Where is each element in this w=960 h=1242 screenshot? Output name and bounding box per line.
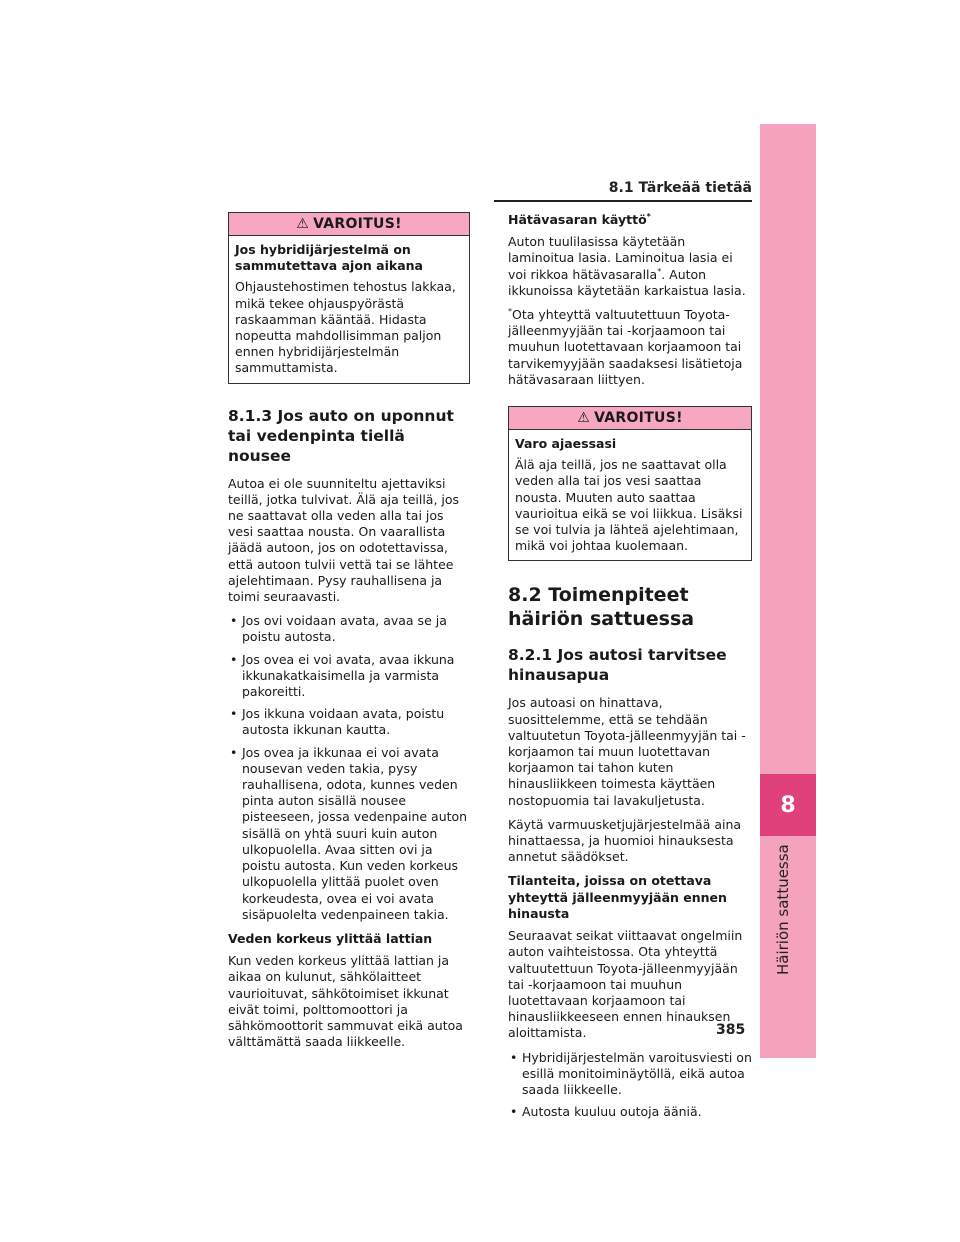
- towing-paragraph: Jos autoasi on hinattava, suosittelemme, että se tehdään valtuutetun Toyota-jälleenmyyjän tai -korjaamon tai muun luotettavan korjaamon tai tahon kuten hinausliikkeen toimesta käyttäen nostopuomia tai lavakuljetusta.: [508, 695, 746, 808]
- chapter-side-tab: [760, 124, 816, 1058]
- hammer-title: Hätävasaran käyttö*: [508, 211, 651, 227]
- subheading: Tilanteita, joissa on otettava yhteyttä jälleenmyyjään ennen hinausta: [508, 873, 727, 921]
- escape-steps-list: [228, 613, 470, 923]
- warning-triangle-icon: ⚠: [296, 215, 310, 232]
- warning-title: Jos hybridijärjestelmä on sammutettava ajon aikana: [235, 242, 423, 274]
- chapter-title: 8.2 Toimenpiteet häiriön sattuessa: [508, 584, 695, 631]
- list-item: • Hybridijärjestelmän varoitusviesti on esillä monitoiminäytöllä, eikä autoa saada liikkeelle.: [508, 1050, 752, 1099]
- intro-paragraph: Autoa ei ole suunniteltu ajettaviksi teillä, jotka tulvivat. Älä aja teillä, jos ne saattavat olla veden alla tai jos vesi saattaa nousta. On vaarallista jäädä autoon, jos on odotettavissa, että autoon tulvii vettä tai se lähtee ajelehtimaan. Pysy rauhallisena ja toimi seuraavasti.: [228, 475, 460, 605]
- left-column: [228, 212, 470, 1058]
- right-column: [508, 212, 752, 1128]
- list-item: • Jos ovea ei voi avata, avaa ikkuna ikkunakatkaisimella ja varmista pakoreitti.: [228, 652, 470, 701]
- warning-body: [509, 430, 751, 560]
- subheading: Veden korkeus ylittää lattian: [228, 930, 433, 946]
- warning-text: Ohjaustehostimen tehostus lakkaa, mikä tekee ohjauspyörästä raskaamman kääntää. Hidasta nopeutta mahdollisimman paljon ennen hybridijärjestelmän sammuttamista.: [235, 279, 456, 376]
- warning-text: Älä aja teillä, jos ne saattavat olla veden alla tai jos vesi saattaa nousta. Muuten auto saattaa vaurioitua eikä se voi liikkua. Lisäksi se voi tulvia ja lähteä ajelehtimaan, mikä voi johtaa kuolemaan.: [515, 457, 743, 554]
- footnote: *Ota yhteyttä valtuutettuun Toyota-jälleenmyyjään tai -korjaamoon tai muuhun luotettavaan korjaamoon tai tarvikemyyjään saadaksesi lisätietoja hätävasaraan liittyen.: [508, 306, 743, 387]
- warning-label: VAROITUS!: [594, 409, 683, 426]
- warning-box: [228, 212, 470, 384]
- warning-header: [229, 213, 469, 236]
- list-item: • Jos ovea ja ikkunaa ei voi avata nousevan veden takia, pysy rauhallisena, odota, kunnes veden pinta auton sisällä nousee pisteeseen, jossa vedenpaine auton sisällä on yhtä suuri kuin auton ulkopuolella. Avaa sitten ovi ja poistu autosta. Kun veden korkeus ulkopuolella ylittää puolet oven korkeudesta, ovea ei voi avata sisäpuolelta vedenpaineen takia.: [228, 745, 470, 923]
- running-head: 8.1 Tärkeää tietää: [608, 180, 752, 196]
- list-item: • Autosta kuuluu outoja ääniä.: [508, 1104, 752, 1120]
- warning-triangle-icon: ⚠: [577, 409, 591, 426]
- section-title: 8.2.1 Jos autosi tarvitsee hinausapua: [508, 646, 727, 685]
- symptoms-list: [508, 1050, 752, 1121]
- chapter-number: 8: [760, 774, 816, 836]
- chapter-label: Häiriön sattuessa: [774, 844, 792, 975]
- warning-header: [509, 407, 751, 430]
- warning-title: Varo ajaessasi: [515, 436, 617, 452]
- list-item: • Jos ovi voidaan avata, avaa se ja poistu autosta.: [228, 613, 470, 645]
- warning-body: [229, 236, 469, 383]
- warning-box: [508, 406, 752, 561]
- floor-paragraph: Kun veden korkeus ylittää lattian ja aikaa on kulunut, sähkölaitteet vaurioituvat, sähkötoimiset ikkunat eivät toimi, polttomoottori ja sähkömoottorit sammuvat eikä autoa välttämättä saada liikkeelle.: [228, 953, 463, 1050]
- header-rule: [494, 200, 752, 202]
- hammer-paragraph: Auton tuulilasissa käytetään laminoitua lasia. Laminoitua lasia ei voi rikkoa hätävasaralla*. Auton ikkunoissa käytetään karkaistua lasia.: [508, 234, 746, 298]
- section-title: 8.1.3 Jos auto on uponnut tai vedenpinta tiellä nousee: [228, 406, 454, 465]
- list-item: • Jos ikkuna voidaan avata, poistu autosta ikkunan kautta.: [228, 706, 470, 738]
- transmission-paragraph: Seuraavat seikat viittaavat ongelmiin auton vaihteistossa. Ota yhteyttä valtuutettuun Toyota-jälleenmyyjään tai -korjaamoon tai muuhun luotettavaan korjaamoon tai hinausliikkeeseen ennen hinauksen aloittamista.: [508, 928, 743, 1041]
- safety-chain-paragraph: Käytä varmuusketjujärjestelmää aina hinattaessa, ja huomioi hinauksesta annetut säädökset.: [508, 816, 742, 865]
- warning-label: VAROITUS!: [313, 215, 402, 232]
- page-number: 385: [716, 1022, 746, 1038]
